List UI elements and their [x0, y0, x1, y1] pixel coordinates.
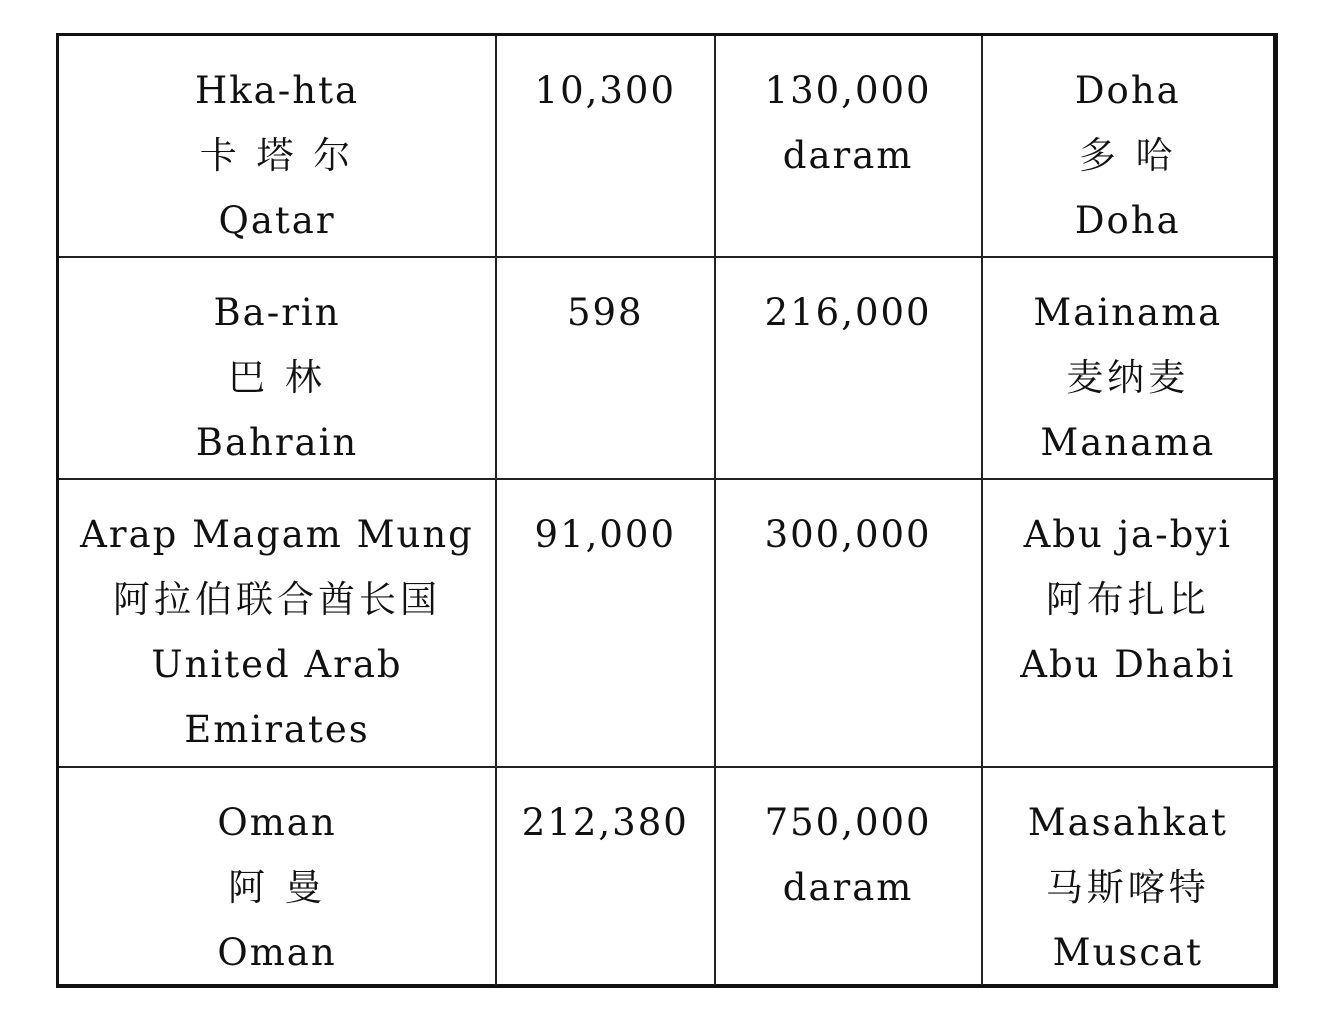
population-cell — [715, 767, 982, 985]
population-cell — [715, 479, 982, 767]
country-name-english: Oman — [217, 931, 337, 974]
country-name-local: Ba-rin — [213, 291, 341, 334]
population-note: daram — [782, 866, 914, 909]
country-name-chinese: 阿 曼 — [228, 866, 326, 909]
country-name-local: Hka-hta — [195, 69, 360, 112]
capital-name-chinese: 麦纳麦 — [1066, 356, 1190, 399]
table-row — [59, 479, 1273, 767]
area-value: 91,000 — [534, 513, 677, 556]
capital-cell — [982, 767, 1273, 985]
capital-name-chinese: 多 哈 — [1078, 134, 1177, 177]
country-name-english-cont: Emirates — [184, 708, 370, 751]
area-value: 598 — [566, 291, 644, 334]
country-name-chinese: 阿拉伯联合酋长国 — [113, 578, 442, 621]
capital-name-english: Doha — [1074, 199, 1181, 242]
country-cell — [59, 479, 496, 767]
country-name-english: Bahrain — [195, 421, 359, 464]
population-value: 216,000 — [764, 291, 932, 334]
table-row — [59, 36, 1273, 257]
country-name-local: Oman — [217, 801, 337, 844]
capital-name-english: Muscat — [1052, 931, 1203, 974]
population-cell — [715, 257, 982, 479]
area-value: 212,380 — [521, 801, 689, 844]
country-table — [56, 33, 1278, 988]
capital-cell — [982, 257, 1273, 479]
capital-cell — [982, 479, 1273, 767]
area-value: 10,300 — [534, 69, 677, 112]
capital-name-local: Mainama — [1033, 291, 1223, 334]
capital-name-local: Masahkat — [1027, 801, 1228, 844]
country-cell — [59, 767, 496, 985]
country-cell — [59, 257, 496, 479]
population-value: 130,000 — [764, 69, 932, 112]
capital-name-english: Abu Dhabi — [1020, 643, 1236, 686]
country-name-english: United Arab — [151, 643, 403, 686]
area-cell — [496, 36, 715, 257]
capital-name-english: Manama — [1040, 421, 1216, 464]
capital-name-chinese: 阿布扎比 — [1045, 578, 1210, 621]
table-row — [59, 257, 1273, 479]
capital-name-local: Doha — [1074, 69, 1181, 112]
country-name-english: Qatar — [218, 199, 336, 242]
area-cell — [496, 479, 715, 767]
country-name-local: Arap Magam Mung — [80, 513, 474, 556]
capital-name-local: Abu ja-byi — [1023, 513, 1233, 556]
population-value: 750,000 — [764, 801, 932, 844]
country-name-chinese: 卡 塔 尔 — [199, 134, 355, 177]
table-row — [59, 767, 1273, 985]
population-note: daram — [782, 134, 914, 177]
area-cell — [496, 767, 715, 985]
population-value: 300,000 — [764, 513, 932, 556]
population-cell — [715, 36, 982, 257]
capital-cell — [982, 36, 1273, 257]
area-cell — [496, 257, 715, 479]
capital-name-chinese: 马斯喀特 — [1045, 866, 1210, 909]
country-cell — [59, 36, 496, 257]
country-name-chinese: 巴 林 — [228, 356, 326, 399]
country-data-table — [59, 36, 1273, 985]
